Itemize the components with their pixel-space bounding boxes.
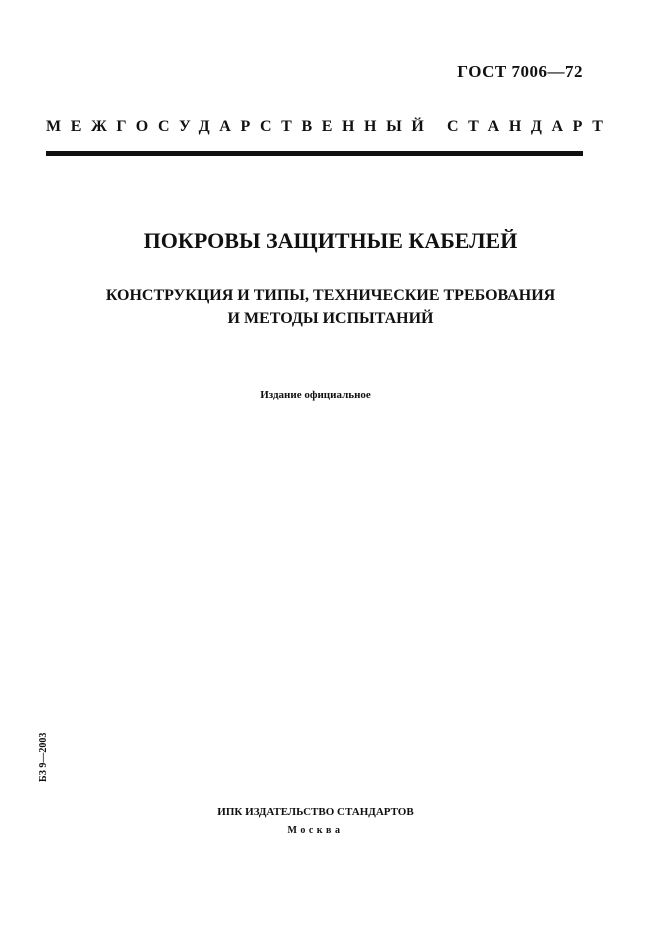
document-title: ПОКРОВЫ ЗАЩИТНЫЕ КАБЕЛЕЙ: [143, 228, 518, 253]
standard-number: ГОСТ 7006—72: [457, 62, 583, 81]
document-subtitle: [0, 284, 661, 330]
subtitle-line-1: КОНСТРУКЦИЯ И ТИПЫ, ТЕХНИЧЕСКИЕ ТРЕБОВАНИЯ: [105, 287, 556, 304]
interstate-standard-label: МЕЖГОСУДАРСТВЕННЫЙ СТАНДАРТ: [46, 118, 613, 135]
side-code: БЗ 9—2003: [38, 732, 49, 782]
publisher-name: ИПК ИЗДАТЕЛЬСТВО СТАНДАРТОВ: [217, 806, 414, 818]
subtitle-line-2: И МЕТОДЫ ИСПЫТАНИЙ: [227, 310, 434, 327]
publisher-city: Москва: [287, 825, 344, 836]
edition-label: Издание официальное: [260, 389, 371, 401]
header-divider: [46, 151, 583, 156]
